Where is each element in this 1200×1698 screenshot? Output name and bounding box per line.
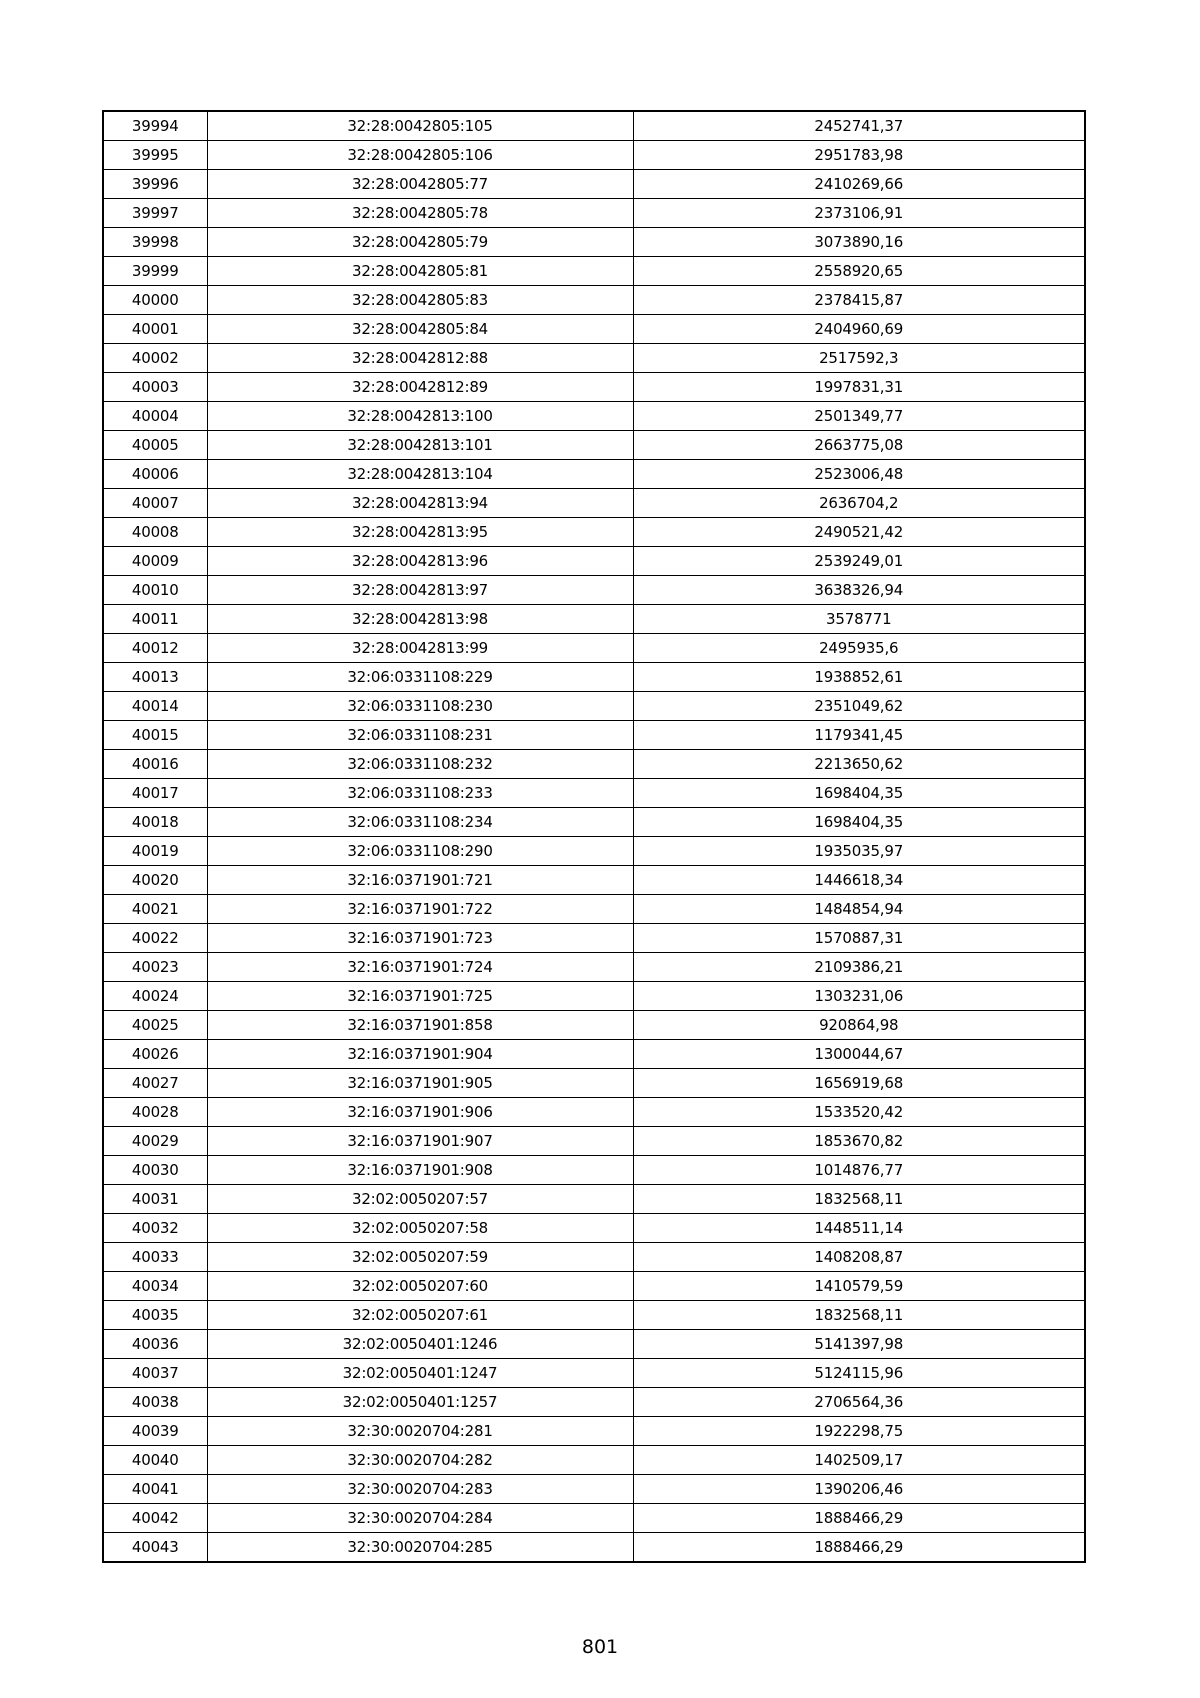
value-cell: 2501349,77 bbox=[633, 402, 1085, 431]
value-cell: 1448511,14 bbox=[633, 1214, 1085, 1243]
value-cell: 1922298,75 bbox=[633, 1417, 1085, 1446]
row-number-cell: 39997 bbox=[103, 199, 207, 228]
table-row bbox=[103, 1533, 1085, 1563]
row-number-cell: 40008 bbox=[103, 518, 207, 547]
value-cell: 2410269,66 bbox=[633, 170, 1085, 199]
row-number-cell: 40035 bbox=[103, 1301, 207, 1330]
table-row bbox=[103, 111, 1085, 141]
cadastral-number-cell: 32:28:0042805:79 bbox=[207, 228, 633, 257]
cadastral-number-cell: 32:28:0042813:94 bbox=[207, 489, 633, 518]
value-cell: 2490521,42 bbox=[633, 518, 1085, 547]
cadastral-number-cell: 32:02:0050401:1257 bbox=[207, 1388, 633, 1417]
table-row bbox=[103, 721, 1085, 750]
row-number-cell: 40011 bbox=[103, 605, 207, 634]
table-row bbox=[103, 1098, 1085, 1127]
table-row bbox=[103, 1185, 1085, 1214]
cadastral-number-cell: 32:28:0042813:100 bbox=[207, 402, 633, 431]
cadastral-number-cell: 32:02:0050401:1247 bbox=[207, 1359, 633, 1388]
value-cell: 5141397,98 bbox=[633, 1330, 1085, 1359]
data-table bbox=[102, 110, 1086, 1563]
value-cell: 2636704,2 bbox=[633, 489, 1085, 518]
table-row bbox=[103, 634, 1085, 663]
cadastral-number-cell: 32:28:0042812:89 bbox=[207, 373, 633, 402]
cadastral-number-cell: 32:02:0050207:61 bbox=[207, 1301, 633, 1330]
row-number-cell: 40009 bbox=[103, 547, 207, 576]
row-number-cell: 40016 bbox=[103, 750, 207, 779]
row-number-cell: 40037 bbox=[103, 1359, 207, 1388]
value-cell: 1935035,97 bbox=[633, 837, 1085, 866]
table-row bbox=[103, 489, 1085, 518]
cadastral-number-cell: 32:16:0371901:723 bbox=[207, 924, 633, 953]
value-cell: 1014876,77 bbox=[633, 1156, 1085, 1185]
table-row bbox=[103, 1359, 1085, 1388]
row-number-cell: 40036 bbox=[103, 1330, 207, 1359]
row-number-cell: 40030 bbox=[103, 1156, 207, 1185]
cadastral-number-cell: 32:16:0371901:906 bbox=[207, 1098, 633, 1127]
table-row bbox=[103, 286, 1085, 315]
value-cell: 2517592,3 bbox=[633, 344, 1085, 373]
row-number-cell: 40015 bbox=[103, 721, 207, 750]
cadastral-number-cell: 32:16:0371901:858 bbox=[207, 1011, 633, 1040]
row-number-cell: 40041 bbox=[103, 1475, 207, 1504]
table-row bbox=[103, 518, 1085, 547]
value-cell: 2523006,48 bbox=[633, 460, 1085, 489]
row-number-cell: 40038 bbox=[103, 1388, 207, 1417]
cadastral-number-cell: 32:28:0042812:88 bbox=[207, 344, 633, 373]
value-cell: 1698404,35 bbox=[633, 808, 1085, 837]
cadastral-number-cell: 32:06:0331108:231 bbox=[207, 721, 633, 750]
table-row bbox=[103, 1243, 1085, 1272]
table-row bbox=[103, 141, 1085, 170]
cadastral-number-cell: 32:28:0042813:95 bbox=[207, 518, 633, 547]
value-cell: 1853670,82 bbox=[633, 1127, 1085, 1156]
value-cell: 1402509,17 bbox=[633, 1446, 1085, 1475]
table-row bbox=[103, 228, 1085, 257]
cadastral-number-cell: 32:06:0331108:290 bbox=[207, 837, 633, 866]
value-cell: 1832568,11 bbox=[633, 1301, 1085, 1330]
row-number-cell: 40027 bbox=[103, 1069, 207, 1098]
row-number-cell: 40034 bbox=[103, 1272, 207, 1301]
value-cell: 1484854,94 bbox=[633, 895, 1085, 924]
cadastral-number-cell: 32:02:0050207:59 bbox=[207, 1243, 633, 1272]
row-number-cell: 40012 bbox=[103, 634, 207, 663]
row-number-cell: 40020 bbox=[103, 866, 207, 895]
row-number-cell: 40000 bbox=[103, 286, 207, 315]
value-cell: 2539249,01 bbox=[633, 547, 1085, 576]
table-body bbox=[103, 111, 1085, 1562]
row-number-cell: 40025 bbox=[103, 1011, 207, 1040]
value-cell: 1303231,06 bbox=[633, 982, 1085, 1011]
cadastral-number-cell: 32:06:0331108:232 bbox=[207, 750, 633, 779]
table-row bbox=[103, 605, 1085, 634]
cadastral-number-cell: 32:06:0331108:229 bbox=[207, 663, 633, 692]
cadastral-number-cell: 32:28:0042805:84 bbox=[207, 315, 633, 344]
value-cell: 1832568,11 bbox=[633, 1185, 1085, 1214]
cadastral-number-cell: 32:16:0371901:905 bbox=[207, 1069, 633, 1098]
row-number-cell: 40003 bbox=[103, 373, 207, 402]
table-row bbox=[103, 982, 1085, 1011]
row-number-cell: 40006 bbox=[103, 460, 207, 489]
row-number-cell: 40031 bbox=[103, 1185, 207, 1214]
value-cell: 1446618,34 bbox=[633, 866, 1085, 895]
row-number-cell: 40017 bbox=[103, 779, 207, 808]
row-number-cell: 40002 bbox=[103, 344, 207, 373]
table-row bbox=[103, 924, 1085, 953]
value-cell: 2373106,91 bbox=[633, 199, 1085, 228]
cadastral-number-cell: 32:28:0042813:99 bbox=[207, 634, 633, 663]
value-cell: 1656919,68 bbox=[633, 1069, 1085, 1098]
value-cell: 3638326,94 bbox=[633, 576, 1085, 605]
table-row bbox=[103, 1011, 1085, 1040]
table-row bbox=[103, 895, 1085, 924]
value-cell: 1888466,29 bbox=[633, 1533, 1085, 1563]
table-row bbox=[103, 1417, 1085, 1446]
value-cell: 2495935,6 bbox=[633, 634, 1085, 663]
cadastral-number-cell: 32:28:0042813:104 bbox=[207, 460, 633, 489]
table-row bbox=[103, 837, 1085, 866]
table-row bbox=[103, 1301, 1085, 1330]
cadastral-number-cell: 32:02:0050207:58 bbox=[207, 1214, 633, 1243]
row-number-cell: 40007 bbox=[103, 489, 207, 518]
table-row bbox=[103, 1330, 1085, 1359]
row-number-cell: 39996 bbox=[103, 170, 207, 199]
row-number-cell: 40021 bbox=[103, 895, 207, 924]
cadastral-number-cell: 32:28:0042813:98 bbox=[207, 605, 633, 634]
row-number-cell: 39998 bbox=[103, 228, 207, 257]
row-number-cell: 40042 bbox=[103, 1504, 207, 1533]
table-row bbox=[103, 431, 1085, 460]
cadastral-number-cell: 32:16:0371901:908 bbox=[207, 1156, 633, 1185]
cadastral-number-cell: 32:30:0020704:285 bbox=[207, 1533, 633, 1563]
cadastral-number-cell: 32:06:0331108:234 bbox=[207, 808, 633, 837]
cadastral-number-cell: 32:16:0371901:904 bbox=[207, 1040, 633, 1069]
table-row bbox=[103, 547, 1085, 576]
row-number-cell: 40004 bbox=[103, 402, 207, 431]
table-row bbox=[103, 199, 1085, 228]
table-row bbox=[103, 692, 1085, 721]
table-row bbox=[103, 344, 1085, 373]
value-cell: 1938852,61 bbox=[633, 663, 1085, 692]
value-cell: 1533520,42 bbox=[633, 1098, 1085, 1127]
value-cell: 1410579,59 bbox=[633, 1272, 1085, 1301]
row-number-cell: 40032 bbox=[103, 1214, 207, 1243]
value-cell: 2351049,62 bbox=[633, 692, 1085, 721]
table-row bbox=[103, 1040, 1085, 1069]
value-cell: 2404960,69 bbox=[633, 315, 1085, 344]
value-cell: 2951783,98 bbox=[633, 141, 1085, 170]
row-number-cell: 40014 bbox=[103, 692, 207, 721]
cadastral-number-cell: 32:06:0331108:230 bbox=[207, 692, 633, 721]
table-row bbox=[103, 1446, 1085, 1475]
table-row bbox=[103, 257, 1085, 286]
value-cell: 2558920,65 bbox=[633, 257, 1085, 286]
table-row bbox=[103, 1069, 1085, 1098]
row-number-cell: 40018 bbox=[103, 808, 207, 837]
cadastral-number-cell: 32:28:0042813:97 bbox=[207, 576, 633, 605]
cadastral-number-cell: 32:28:0042805:77 bbox=[207, 170, 633, 199]
row-number-cell: 40026 bbox=[103, 1040, 207, 1069]
table-row bbox=[103, 1272, 1085, 1301]
cadastral-number-cell: 32:02:0050207:57 bbox=[207, 1185, 633, 1214]
table-row bbox=[103, 1475, 1085, 1504]
table-row bbox=[103, 1388, 1085, 1417]
row-number-cell: 40033 bbox=[103, 1243, 207, 1272]
cadastral-number-cell: 32:28:0042805:78 bbox=[207, 199, 633, 228]
value-cell: 2452741,37 bbox=[633, 111, 1085, 141]
value-cell: 1390206,46 bbox=[633, 1475, 1085, 1504]
table-row bbox=[103, 315, 1085, 344]
cadastral-number-cell: 32:28:0042805:105 bbox=[207, 111, 633, 141]
cadastral-number-cell: 32:16:0371901:721 bbox=[207, 866, 633, 895]
table-row bbox=[103, 373, 1085, 402]
row-number-cell: 40019 bbox=[103, 837, 207, 866]
value-cell: 2213650,62 bbox=[633, 750, 1085, 779]
table-row bbox=[103, 576, 1085, 605]
cadastral-number-cell: 32:06:0331108:233 bbox=[207, 779, 633, 808]
cadastral-number-cell: 32:16:0371901:725 bbox=[207, 982, 633, 1011]
cadastral-number-cell: 32:30:0020704:284 bbox=[207, 1504, 633, 1533]
row-number-cell: 39995 bbox=[103, 141, 207, 170]
cadastral-number-cell: 32:16:0371901:724 bbox=[207, 953, 633, 982]
row-number-cell: 40013 bbox=[103, 663, 207, 692]
table-row bbox=[103, 1156, 1085, 1185]
value-cell: 1698404,35 bbox=[633, 779, 1085, 808]
table-row bbox=[103, 953, 1085, 982]
value-cell: 1408208,87 bbox=[633, 1243, 1085, 1272]
cadastral-number-cell: 32:30:0020704:283 bbox=[207, 1475, 633, 1504]
row-number-cell: 40010 bbox=[103, 576, 207, 605]
value-cell: 1888466,29 bbox=[633, 1504, 1085, 1533]
row-number-cell: 40040 bbox=[103, 1446, 207, 1475]
cadastral-number-cell: 32:28:0042813:101 bbox=[207, 431, 633, 460]
page-number: 801 bbox=[581, 1636, 619, 1658]
cadastral-number-cell: 32:02:0050401:1246 bbox=[207, 1330, 633, 1359]
row-number-cell: 39994 bbox=[103, 111, 207, 141]
value-cell: 1570887,31 bbox=[633, 924, 1085, 953]
row-number-cell: 40001 bbox=[103, 315, 207, 344]
row-number-cell: 40022 bbox=[103, 924, 207, 953]
row-number-cell: 40023 bbox=[103, 953, 207, 982]
cadastral-number-cell: 32:28:0042805:83 bbox=[207, 286, 633, 315]
value-cell: 2109386,21 bbox=[633, 953, 1085, 982]
value-cell: 2706564,36 bbox=[633, 1388, 1085, 1417]
cadastral-number-cell: 32:16:0371901:907 bbox=[207, 1127, 633, 1156]
row-number-cell: 40024 bbox=[103, 982, 207, 1011]
cadastral-number-cell: 32:30:0020704:282 bbox=[207, 1446, 633, 1475]
value-cell: 2663775,08 bbox=[633, 431, 1085, 460]
value-cell: 2378415,87 bbox=[633, 286, 1085, 315]
value-cell: 5124115,96 bbox=[633, 1359, 1085, 1388]
value-cell: 1997831,31 bbox=[633, 373, 1085, 402]
value-cell: 1179341,45 bbox=[633, 721, 1085, 750]
value-cell: 3073890,16 bbox=[633, 228, 1085, 257]
cadastral-number-cell: 32:28:0042805:81 bbox=[207, 257, 633, 286]
value-cell: 3578771 bbox=[633, 605, 1085, 634]
table-row bbox=[103, 460, 1085, 489]
cadastral-number-cell: 32:02:0050207:60 bbox=[207, 1272, 633, 1301]
row-number-cell: 40043 bbox=[103, 1533, 207, 1563]
value-cell: 1300044,67 bbox=[633, 1040, 1085, 1069]
cadastral-number-cell: 32:28:0042813:96 bbox=[207, 547, 633, 576]
table-row bbox=[103, 1214, 1085, 1243]
value-cell: 920864,98 bbox=[633, 1011, 1085, 1040]
table-row bbox=[103, 779, 1085, 808]
row-number-cell: 39999 bbox=[103, 257, 207, 286]
table-row bbox=[103, 1504, 1085, 1533]
row-number-cell: 40005 bbox=[103, 431, 207, 460]
table-row bbox=[103, 1127, 1085, 1156]
row-number-cell: 40039 bbox=[103, 1417, 207, 1446]
table-row bbox=[103, 750, 1085, 779]
table-row bbox=[103, 866, 1085, 895]
row-number-cell: 40029 bbox=[103, 1127, 207, 1156]
table-row bbox=[103, 663, 1085, 692]
table-row bbox=[103, 402, 1085, 431]
table-row bbox=[103, 808, 1085, 837]
row-number-cell: 40028 bbox=[103, 1098, 207, 1127]
cadastral-number-cell: 32:28:0042805:106 bbox=[207, 141, 633, 170]
cadastral-number-cell: 32:16:0371901:722 bbox=[207, 895, 633, 924]
cadastral-number-cell: 32:30:0020704:281 bbox=[207, 1417, 633, 1446]
table-row bbox=[103, 170, 1085, 199]
